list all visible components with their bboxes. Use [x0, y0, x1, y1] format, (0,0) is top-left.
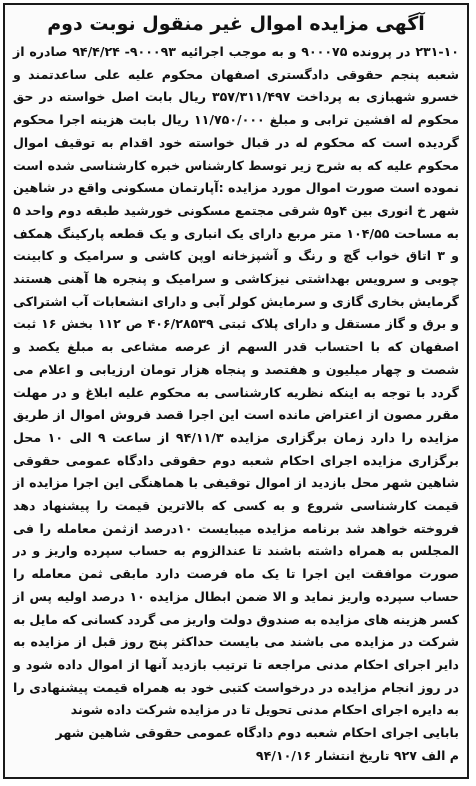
notice-footer-signature: بابایی اجرای احکام شعبه دوم دادگاه عمومی حقوقی شاهین شهر: [55, 725, 459, 741]
notice-footer-publication: م الف ۹۲۷ تاریخ انتشار ۹۴/۱۰/۱۶: [255, 747, 459, 763]
notice-title: آگهی مزایده اموال غیر منقول نوبت دوم: [47, 13, 425, 35]
auction-notice: [3, 3, 469, 779]
notice-body: ۲۳۱-۱۰ در پرونده ۹۰۰۰۷۵ و به موجب اجرائیه ۹۰۰۰۹۳- ۹۴/۴/۲۴ صادره از شعبه پنجم حقوقی دادگستری اصفهان محکوم علیه علی ساعدتمند و خسرو شهبازی به پرداخت ۳۵۷/۳۱۱/۴۹۷ ریال بابت اصل خواسته در حق محکوم له افشین ترابی و مبلغ ۱۱/۷۵۰/۰۰۰ ریال بابت هزینه اجرا محکوم گردیده است که محکوم له در قبال خواسته خود اقدام به توقیف اموال محکوم علیه که به شرح زیر توسط کارشناس خبره کارشناسی شده است نموده است صورت اموال مورد مزایده :آپارتمان مسکونی واقع در شاهین شهر خ انوری بین ۴و۵ شرقی مجتمع مسکونی خورشید طبقه دوم واحد ۵ به مساحت ۱۰۴/۵۵ متر مربع دارای یک انباری و یک قطعه پارکینگ همکف و ۳ اتاق خواب گچ و رنگ و آشپزخانه اوپن کاشی و سرامیک و کابینت چوبی و سرویس بهداشتی نیزکاشی و سرامیک و پنجره ها آهنی هستند گرمایش بخاری گازی و سرمایش کولر آبی و دارای انشعابات آب اشتراکی و برق و گاز مستقل و دارای پلاک ثبتی ۴۰۶/۲۸۵۳۹ ص ۱۱۲ بخش ۱۶ ثبت اصفهان که با احتساب قدر السهم از عرصه مشاعی به مبلغ یکصد و شصت و چهار میلیون و هفتصد و پنجاه هزار تومان ارزیابی و اعلام می گردد با توجه به اینکه نظریه کارشناسی به محکوم علیه ابلاغ و در مهلت مقرر مصون از اعتراض مانده است این اجرا قصد فروش اموال از طریق مزایده را دارد زمان برگزاری مزایده ۹۴/۱۱/۳ از ساعت ۹ الی ۱۰ محل برگزاری مزایده اجرای احکام شعبه دوم حقوقی دادگاه عمومی حقوقی شاهین شهر محل بازدید از اموال توقیفی با هماهنگی این اجرا مزایده از قیمت کارشناسی شروع و به کسی که بالاترین قیمت را پیشنهاد دهد فروخته خواهد شد برنامه مزایده میبایست ۱۰درصد ازثمن معامله را فی المجلس به همراه داشته باشند تا عندالزوم به حساب سپرده واریز و در صورت موافقت این اجرا تا یک ماه فرصت دارد مابقی ثمن معامله را حساب سپرده واریز نماید و الا ضمن ابطال مزایده ۱۰ درصد اولیه پس از کسر هزینه های مزایده به صندوق دولت واریز می گردد کسانی که مایل به شرکت در مزایده می باشند می بایست حداکثر پنج روز قبل از مزایده به دایر اجرای احکام مدنی مراجعه تا ترتیب بازدید آنها از اموال داده شود و در روز انجام مزایده در درخواست کتبی خود به همراه قیمت پیشنهادی را به دایره اجرای احکام مدنی تحویل تا در مزایده شرکت داده شوند: [13, 44, 460, 718]
